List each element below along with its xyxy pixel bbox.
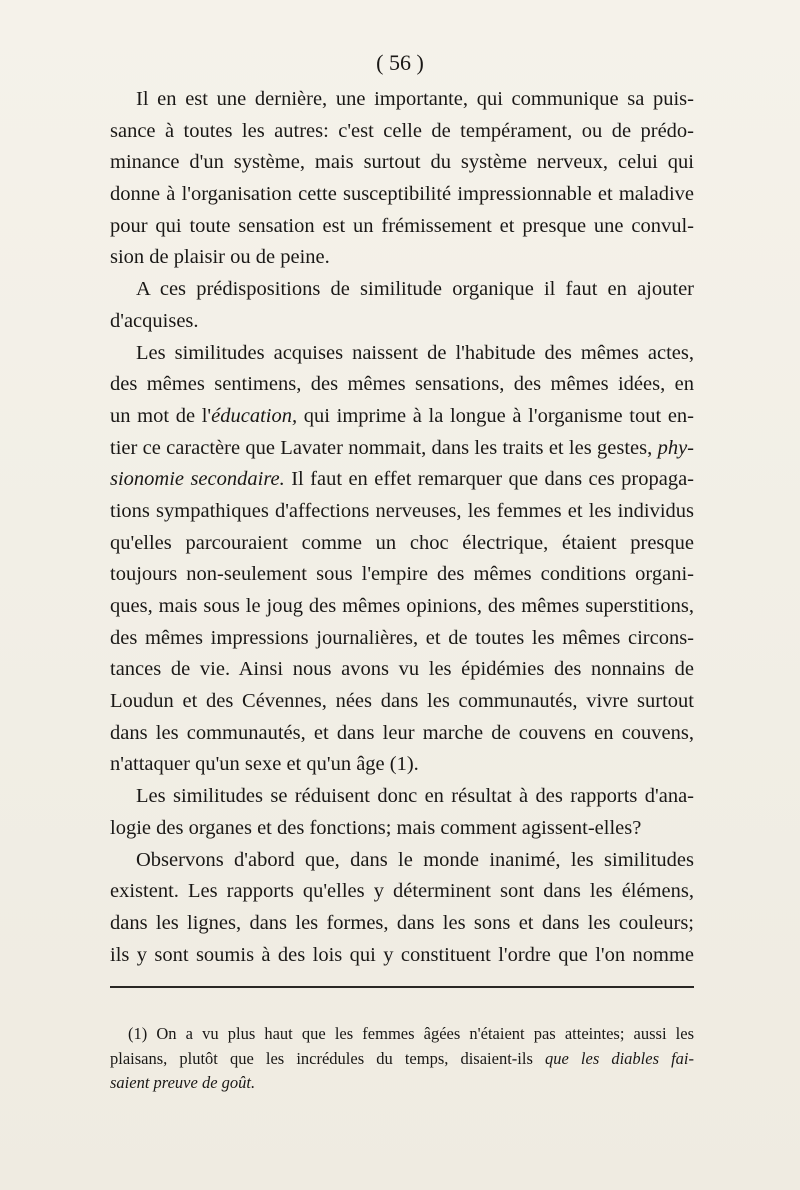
footnote-line (110, 1047, 694, 1072)
footnote-line (110, 1071, 694, 1096)
text-line: toujours non-seulement sous l'empire des mêmes conditions organi- (110, 563, 694, 586)
text-line: pour qui toute sensation est un frémissement et presque une convul- (110, 214, 694, 237)
text-line: tances de vie. Ainsi nous avons vu les épidémies des nonnains de (110, 658, 694, 681)
text-line: Loudun et des Cévennes, nées dans les communautés, vivre surtout (110, 690, 694, 713)
text-line: logie des organes et des fonctions; mais comment agissent-elles? (110, 816, 642, 839)
text-line: donne à l'organisation cette susceptibilité impressionnable et maladive (110, 183, 694, 206)
text-line: des mêmes sentimens, des mêmes sensations, des mêmes idées, en (110, 373, 694, 396)
italic-run: éducation, (211, 404, 298, 427)
text-line: dans les communautés, et dans leur marche de couvens en couvens, (110, 721, 694, 744)
text-line: A ces prédispositions de similitude organique il faut en ajouter (136, 278, 694, 301)
text-run: tier ce caractère que Lavater nommait, dans les traits et les gestes, (110, 436, 658, 459)
text-line: n'attaquer qu'un sexe et qu'un âge (1). (110, 753, 419, 776)
text-line: sion de plaisir ou de peine. (110, 246, 330, 269)
text-line: d'acquises. (110, 309, 199, 332)
text-line: qu'elles parcouraient comme un choc électrique, étaient presque (110, 531, 694, 554)
footnote-line: (1) On a vu plus haut que les femmes âgées n'étaient pas atteintes; aussi les (128, 1024, 694, 1043)
italic-run: sionomie secondaire. (110, 468, 285, 491)
text-line: tions sympathiques d'affections nerveuses, les femmes et les individus (110, 499, 694, 522)
text-run: qui imprime à la longue à l'organisme tout en- (297, 404, 694, 427)
footnote (110, 1022, 694, 1096)
text-line: ils y sont soumis à des lois qui y constituent l'ordre que l'on nomme (110, 943, 694, 966)
body-text (110, 84, 694, 971)
italic-run: saient preuve de goût. (110, 1073, 256, 1092)
text-line: Il en est une dernière, une importante, qui communique sa puis- (136, 88, 694, 110)
text-line: des mêmes impressions journalières, et de toutes les mêmes circons- (110, 626, 694, 649)
text-line: existent. Les rapports qu'elles y déterminent sont dans les élémens, (110, 880, 694, 903)
text-line: Les similitudes acquises naissent de l'habitude des mêmes actes, (136, 341, 694, 364)
text-line: sance à toutes les autres: c'est celle de tempérament, ou de prédo- (110, 119, 694, 142)
text-run: plaisans, plutôt que les incrédules du temps, disaient-ils (110, 1048, 545, 1068)
page-number: ( 56 ) (376, 50, 424, 75)
text-run: un mot de l' (110, 404, 212, 427)
text-run: Il faut en effet remarquer que dans ces propaga- (284, 468, 694, 491)
text-line: ques, mais sous le joug des mêmes opinions, des mêmes superstitions, (110, 595, 694, 617)
text-line (110, 401, 694, 433)
footnote-separator (110, 986, 694, 988)
text-line: Les similitudes se réduisent donc en résultat à des rapports d'ana- (136, 785, 694, 808)
text-line: minance d'un système, mais surtout du système nerveux, celui qui (110, 151, 694, 174)
italic-run: que les diables fai- (544, 1048, 695, 1068)
italic-run: phy- (657, 436, 694, 459)
text-line: Observons d'abord que, dans le monde inanimé, les similitudes (136, 848, 694, 871)
text-line (110, 464, 694, 496)
text-line (110, 433, 694, 465)
text-line: dans les lignes, dans les formes, dans les sons et dans les couleurs; (110, 911, 694, 934)
